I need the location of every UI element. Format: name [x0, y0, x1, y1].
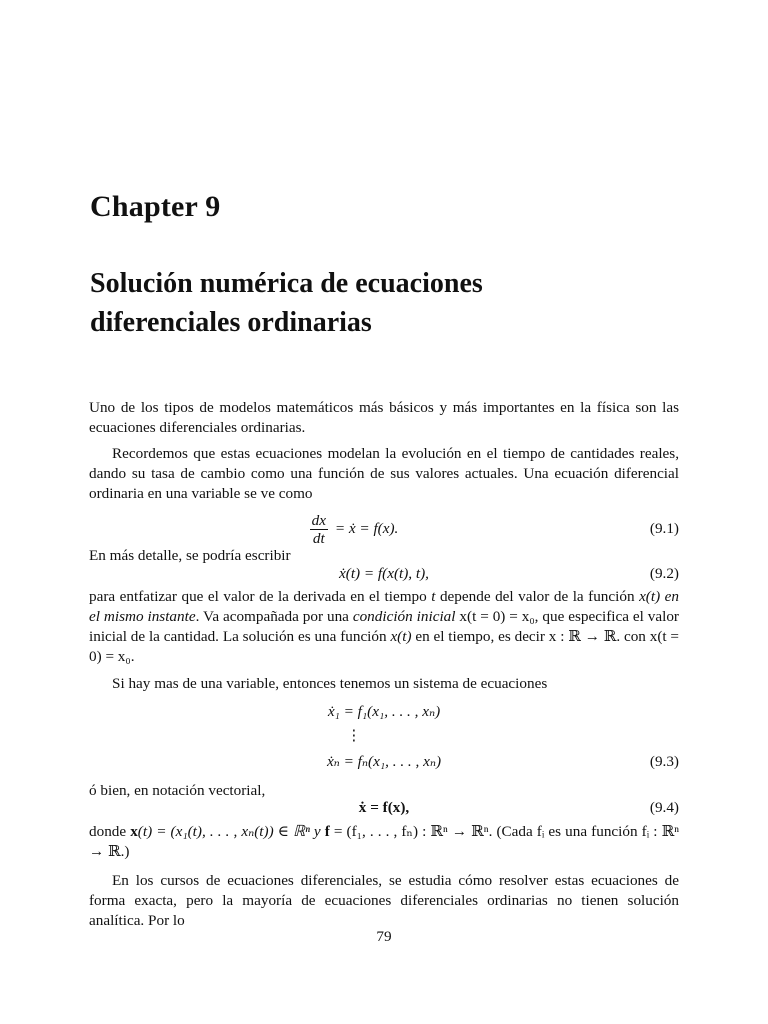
paragraph-initial-condition: para entfatizar que el valor de la derivada en el tiempo t depende del valor de la función x(t) en el mismo instante. Va acompañada por una condición inicial x(t = 0) = x₀, que especifica el valor inicial de la cantidad. La solución es una función x(t) en el tiempo, es decir x : ℝ → ℝ. con x(t = 0) = x₀.: [89, 588, 680, 665]
chapter-title: [90, 264, 690, 342]
equation-9-2-expr: ẋ(t) = f(x(t), t),: [339, 565, 429, 582]
equation-9-1-rhs: = ẋ = f(x).: [334, 519, 399, 537]
paragraph-system: Si hay mas de una variable, entonces tenemos un sistema de ecuaciones: [112, 675, 548, 692]
paragraph-detail: En más detalle, se podría escribir: [89, 547, 291, 564]
fraction-denominator: dt: [312, 530, 325, 547]
chapter-title-line-1: Solución numérica de ecuaciones: [90, 268, 483, 299]
fraction-numerator: dx: [311, 512, 327, 529]
page-number: 79: [376, 928, 392, 945]
equation-9-3-vdots: ⋮: [346, 727, 362, 744]
paragraph-intro: Uno de los tipos de modelos matemáticos más básicos y más importantes en la física son las ecuaciones diferenciales ordinarias.: [89, 399, 679, 436]
paragraph-analytic: En los cursos de ecuaciones diferenciales, se estudia cómo resolver estas ecuaciones de forma exacta, pero la mayoría de ecuaciones diferenciales ordinarias no tienen solución analítica. Por lo: [89, 872, 679, 929]
paragraph-vector: ó bien, en notación vectorial,: [89, 782, 266, 799]
equation-9-3-line-1: ẋ₁ = f₁(x₁, . . . , xₙ): [327, 703, 441, 720]
equation-9-1-body: [89, 512, 619, 547]
paragraph-ode-description: Recordemos que estas ecuaciones modelan la evolución en el tiempo de cantidades reales, dando su tasa de cambio como una función de sus valores actuales. Una ecuación diferencial ordinaria en una variable se ve como: [89, 445, 679, 502]
equation-9-3: [89, 702, 679, 772]
equation-number: (9.4): [649, 799, 679, 816]
derivative-fraction: [310, 512, 328, 547]
equation-9-2: [89, 564, 679, 584]
equation-9-3-line-3: ẋₙ = fₙ(x₁, . . . , xₙ): [326, 753, 442, 770]
equation-9-4: [89, 798, 679, 818]
chapter-heading: Chapter 9: [90, 190, 221, 223]
equation-number: (9.1): [649, 520, 679, 537]
equation-9-4-expr: ẋ = f(x),: [358, 799, 410, 816]
equation-number: (9.2): [649, 565, 679, 582]
paragraph-definitions: donde x(t) = (x₁(t), . . . , xₙ(t)) ∈ ℝⁿ y f = (f₁, . . . , fₙ) : ℝⁿ → ℝⁿ. (Cada fᵢ es una función fᵢ : ℝⁿ → ℝ.): [89, 823, 679, 860]
equation-number: (9.3): [649, 753, 679, 770]
chapter-title-line-2: diferenciales ordinarias: [90, 307, 372, 338]
equation-9-1: [89, 512, 679, 546]
